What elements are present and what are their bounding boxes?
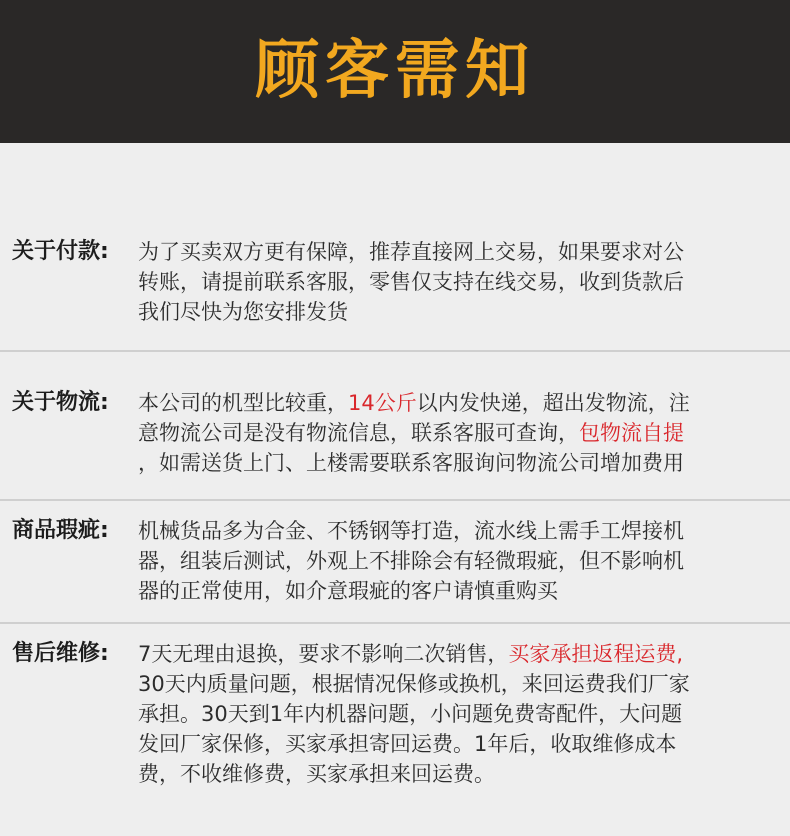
defects-line: 机械货品多为合金、不锈钢等打造，流水线上需手工焊接机 bbox=[138, 519, 684, 543]
section-divider bbox=[0, 350, 790, 352]
section-divider bbox=[0, 499, 790, 501]
logistics-text-part: 意物流公司是没有物流信息，联系客服可查询， bbox=[138, 421, 579, 445]
section-divider bbox=[0, 622, 790, 624]
logistics-line bbox=[138, 418, 770, 448]
aftersales-line bbox=[138, 639, 770, 669]
return-fee-highlight: 买家承担返程运费, bbox=[508, 642, 684, 666]
logistics-text-part: 本公司的机型比较重， bbox=[138, 391, 348, 415]
logistics-line: ，如需送货上门、上楼需要联系客服询问物流公司增加费用 bbox=[138, 451, 684, 475]
page-title: 顾客需知 bbox=[255, 32, 535, 108]
aftersales-line: 承担。30天到1年内机器问题，小问题免费寄配件，大问题 bbox=[138, 702, 683, 726]
aftersales-line: 费，不收维修费，买家承担来回运费。 bbox=[138, 762, 495, 786]
defects-label: 商品瑕疵: bbox=[12, 518, 109, 543]
logistics-line bbox=[138, 388, 770, 418]
weight-highlight: 14公斤 bbox=[348, 391, 417, 415]
logistics-text bbox=[138, 388, 770, 478]
payment-line: 转账，请提前联系客服，零售仅支持在线交易，收到货款后 bbox=[138, 270, 684, 294]
aftersales-label: 售后维修: bbox=[12, 641, 109, 666]
payment-text bbox=[138, 237, 770, 327]
defects-text bbox=[138, 516, 770, 606]
defects-line: 器，组装后测试，外观上不排除会有轻微瑕疵，但不影响机 bbox=[138, 549, 684, 573]
defects-line: 器的正常使用，如介意瑕疵的客户请慎重购买 bbox=[138, 579, 558, 603]
logistics-label: 关于物流: bbox=[12, 390, 109, 415]
header-banner bbox=[0, 0, 790, 143]
payment-line: 为了买卖双方更有保障，推荐直接网上交易，如果要求对公 bbox=[138, 240, 684, 264]
aftersales-text bbox=[138, 639, 770, 789]
logistics-text-part: 以内发快递，超出发物流，注 bbox=[416, 391, 690, 415]
payment-line: 我们尽快为您安排发货 bbox=[138, 300, 348, 324]
pickup-highlight: 包物流自提 bbox=[579, 421, 684, 445]
payment-label: 关于付款: bbox=[12, 239, 109, 264]
aftersales-text-part: 7天无理由退换，要求不影响二次销售， bbox=[138, 642, 509, 666]
aftersales-line: 发回厂家保修，买家承担寄回运费。1年后，收取维修成本 bbox=[138, 732, 677, 756]
aftersales-line: 30天内质量问题，根据情况保修或换机，来回运费我们厂家 bbox=[138, 672, 690, 696]
